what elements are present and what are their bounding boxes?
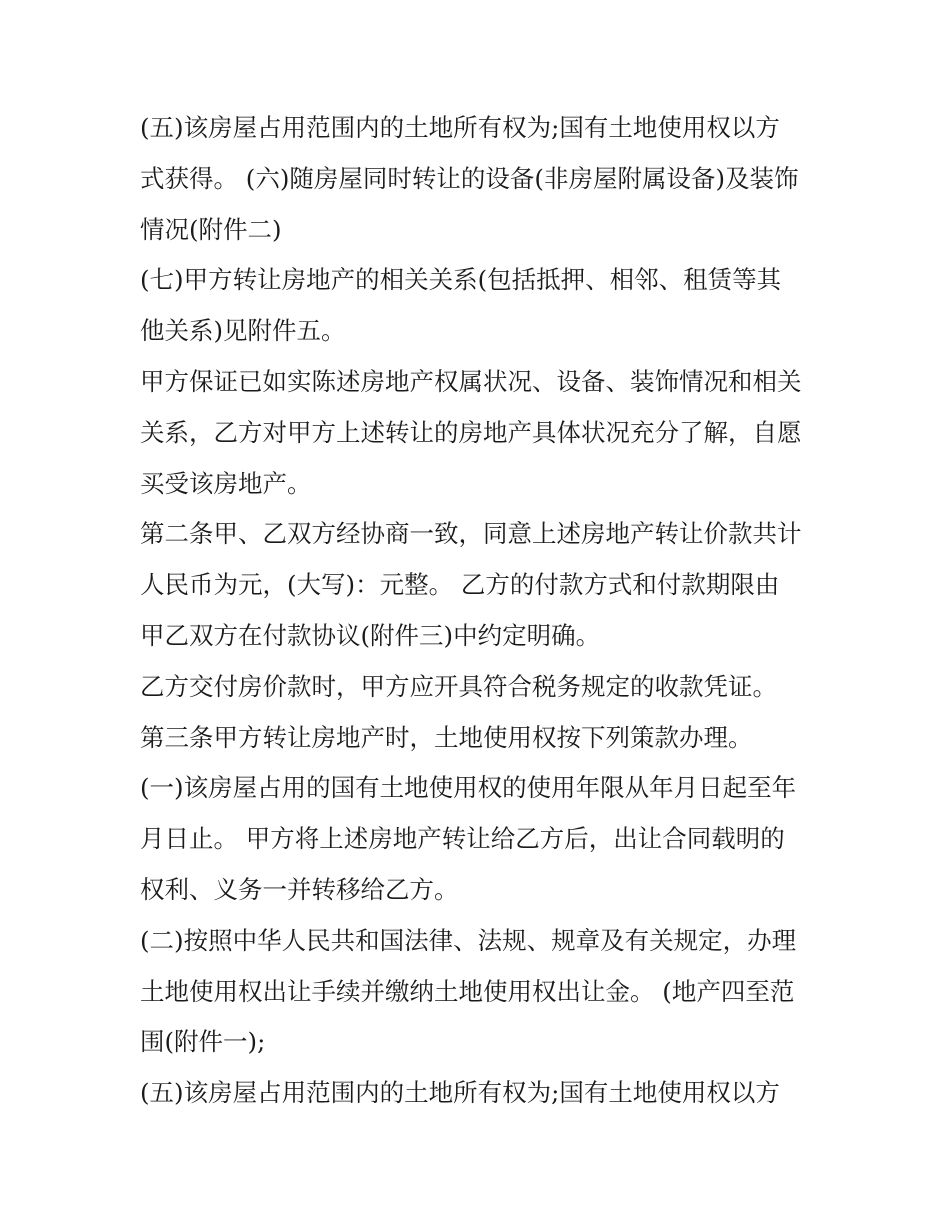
paragraph-payment-receipt: 乙方交付房价款时，甲方应开具符合税务规定的收款凭证。 [140,671,777,701]
document-body [140,103,820,1119]
paragraph-land-ownership-repeat: (五)该房屋占用范围内的土地所有权为;国有土地使用权以方 [140,1078,780,1108]
paragraph-article-three: 第三条甲方转让房地产时，土地使用权按下列策款办理。 [140,722,753,752]
paragraph-party-a-guarantee: 甲方保证已如实陈述房地产权属状况、设备、装饰情况和相关 关系，乙方对甲方上述转让的房地产具体状况充分了解，自愿 买受该房地产。 [140,366,802,498]
paragraph-related-relations: (七)甲方转让房地产的相关关系(包括抵押、相邻、租赁等其 他关系)见附件五。 [140,265,782,346]
paragraph-land-ownership: (五)该房屋占用范围内的土地所有权为;国有土地使用权以方 式获得。 (六)随房屋同时转让的设备(非房屋附属设备)及装饰 情况(附件二) [140,113,799,244]
paragraph-article-two-price: 第二条甲、乙双方经协商一致，同意上述房地产转让价款共计 人民币为元，(大写)：元整。 乙方的付款方式和付款期限由 甲乙双方在付款协议(附件三)中约定明确。 [140,519,802,650]
paragraph-land-use-term: (一)该房屋占用的国有土地使用权的使用年限从年月日起至年 月日止。 甲方将上述房地产转让给乙方后，出让合同载明的 权利、义务一并转移给乙方。 [140,773,797,904]
paragraph-land-transfer-procedure: (二)按照中华人民共和国法律、法规、规章及有关规定，办理 土地使用权出让手续并缴纳土地使用权出让金。 (地产四至范 围(附件一); [140,925,797,1057]
